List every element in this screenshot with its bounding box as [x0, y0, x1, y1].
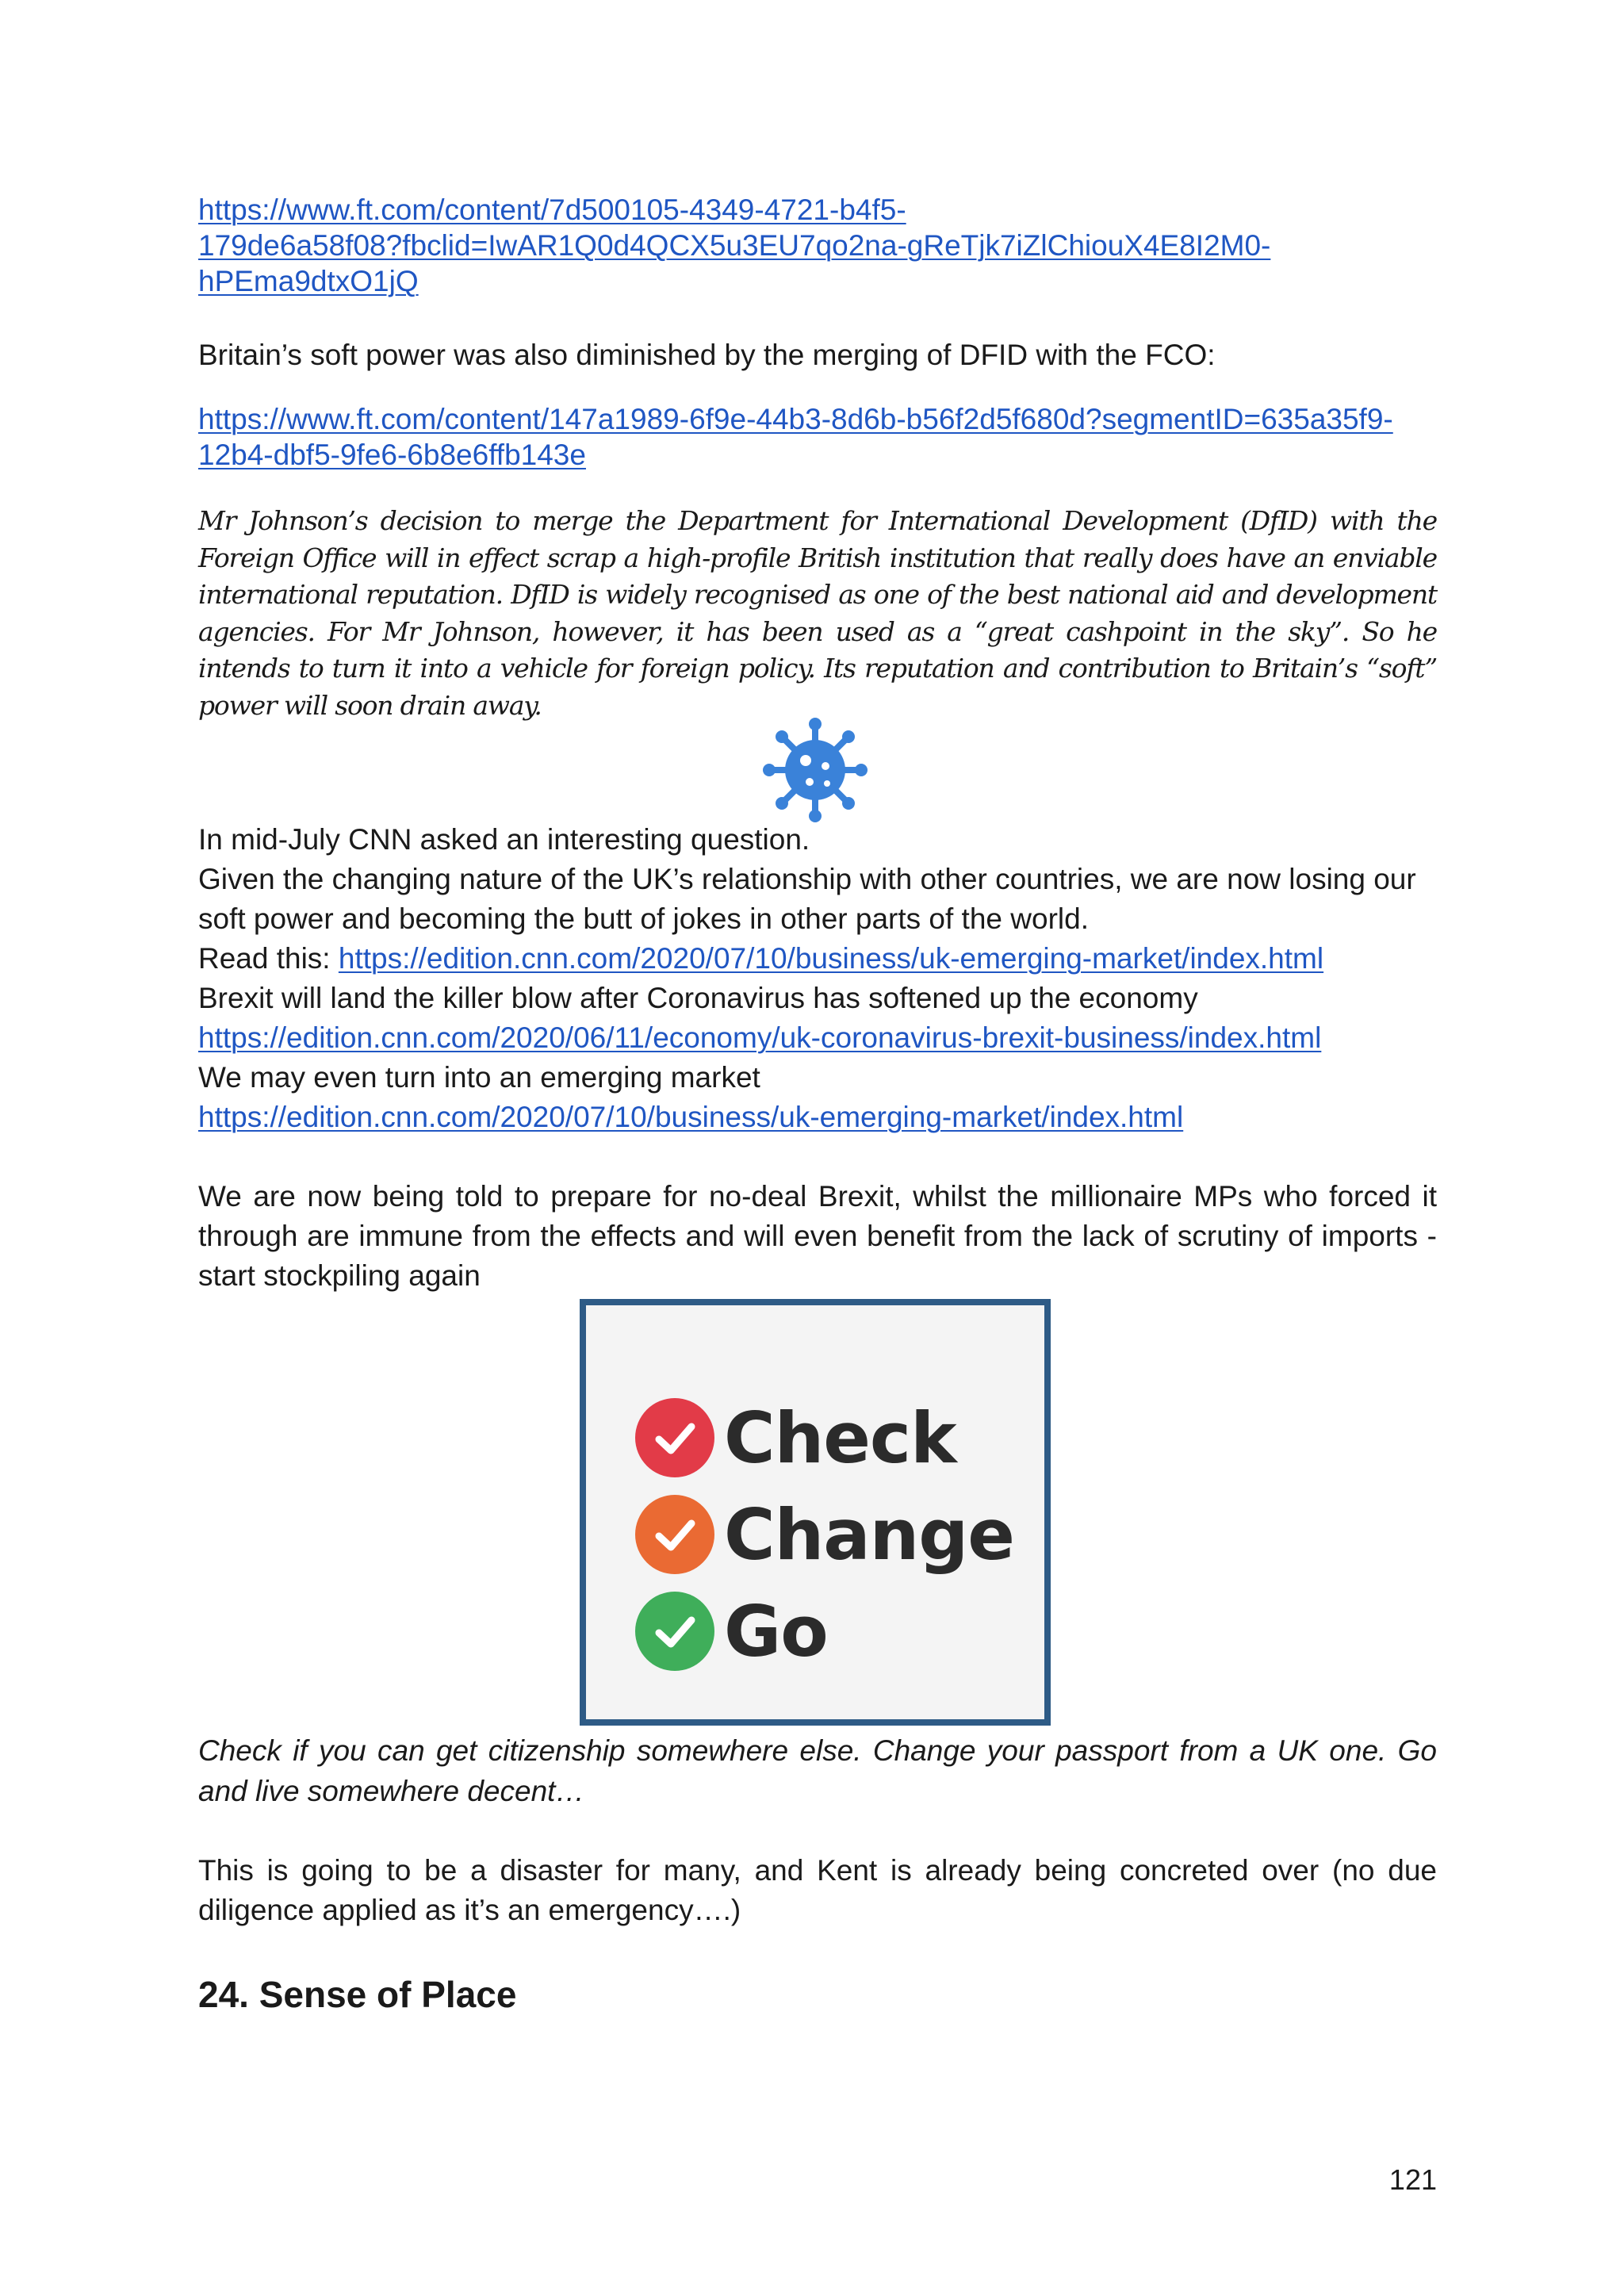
- ft-article-link-1[interactable]: [198, 193, 1270, 297]
- check-change-go-image: [580, 1299, 1051, 1726]
- ft-link-block-1: [198, 192, 1437, 299]
- virus-icon: [762, 717, 868, 823]
- check-word: Check: [724, 1397, 956, 1479]
- cnn-block: [198, 820, 1437, 1137]
- disaster-paragraph: This is going to be a disaster for many, and Kent is already being concreted over (no due diligence applied as it’s an emergency….): [198, 1854, 1437, 1926]
- go-word: Go: [724, 1590, 828, 1672]
- section-heading: 24. Sense of Place: [198, 1974, 517, 2015]
- change-word: Change: [724, 1493, 1014, 1576]
- cnn-line-2: Given the changing nature of the UK’s relationship with other countries, we are now losing our soft power and becoming the butt of jokes in other parts of the world.: [198, 863, 1416, 935]
- cnn-emerging-market-link-1[interactable]: https://edition.cnn.com/2020/07/10/business/uk-emerging-market/index.html: [338, 942, 1324, 975]
- image-caption-block: [198, 1730, 1437, 1811]
- no-deal-paragraph-block: [198, 1177, 1437, 1296]
- page-number: 121: [1388, 2163, 1437, 2196]
- ft-link-1-line-2: 179de6a58f08?fbclid=IwAR1Q0d4QCX5u3EU7qo2na-gReTjk7iZlChiouX4E8I2M0-: [198, 229, 1271, 262]
- section-heading-block: [198, 1973, 1437, 2016]
- cnn-line-1: In mid-July CNN asked an interesting question.: [198, 823, 810, 856]
- ft-quote: Mr Johnson’s decision to merge the Department for International Development (DfID) with the Foreign Office will in effect scrap a high-profile British institution that really does have an enviable international reputation. DfID is widely recognised as one of the best national aid and development agencies. For Mr Johnson, however, it has been used as a “great cashpoint in the sky”. So he intends to turn it into a vehicle for foreign policy. Its reputation and contribution to Britain’s “soft” power will soon drain away.: [198, 505, 1437, 721]
- virus-icon-svg: [762, 717, 868, 823]
- change-row: [635, 1491, 1014, 1578]
- soft-power-paragraph-block: [198, 335, 1437, 375]
- go-tick-icon: [635, 1592, 714, 1671]
- change-tick-icon: [635, 1495, 714, 1574]
- no-deal-paragraph: We are now being told to prepare for no-deal Brexit, whilst the millionaire MPs who forced it through are immune from the effects and will even benefit from the lack of scrutiny of imports - start stockpiling again: [198, 1180, 1437, 1292]
- disaster-paragraph-block: [198, 1851, 1437, 1930]
- check-tick-icon: [635, 1398, 714, 1477]
- ft-link-2-line-2: 12b4-dbf5-9fe6-6b8e6ffb143e: [198, 439, 586, 471]
- ft-link-1-line-1: https://www.ft.com/content/7d500105-4349-4721-b4f5-: [198, 193, 906, 226]
- ft-quote-block: [198, 503, 1437, 724]
- cnn-coronavirus-brexit-link[interactable]: https://edition.cnn.com/2020/06/11/economy/uk-coronavirus-brexit-business/index.html: [198, 1021, 1322, 1054]
- cnn-line-4: Brexit will land the killer blow after Coronavirus has softened up the economy: [198, 982, 1198, 1014]
- image-caption: Check if you can get citizenship somewhere else. Change your passport from a UK one. Go and live somewhere decent…: [198, 1734, 1437, 1807]
- cnn-read-line: [198, 939, 1437, 979]
- ft-link-block-2: [198, 401, 1437, 473]
- check-row: [635, 1394, 956, 1481]
- ft-link-2-line-1: https://www.ft.com/content/147a1989-6f9e-44b3-8d6b-b56f2d5f680d?segmentID=635a35f9-: [198, 403, 1393, 435]
- soft-power-paragraph: Britain’s soft power was also diminished by the merging of DFID with the FCO:: [198, 339, 1216, 371]
- ft-link-1-line-3: hPEma9dtxO1jQ: [198, 265, 419, 297]
- read-this-label: Read this:: [198, 942, 339, 975]
- ft-article-link-2[interactable]: [198, 403, 1393, 471]
- cnn-line-6: We may even turn into an emerging market: [198, 1061, 760, 1094]
- cnn-emerging-market-link-2[interactable]: https://edition.cnn.com/2020/07/10/business/uk-emerging-market/index.html: [198, 1101, 1184, 1133]
- go-row: [635, 1588, 828, 1675]
